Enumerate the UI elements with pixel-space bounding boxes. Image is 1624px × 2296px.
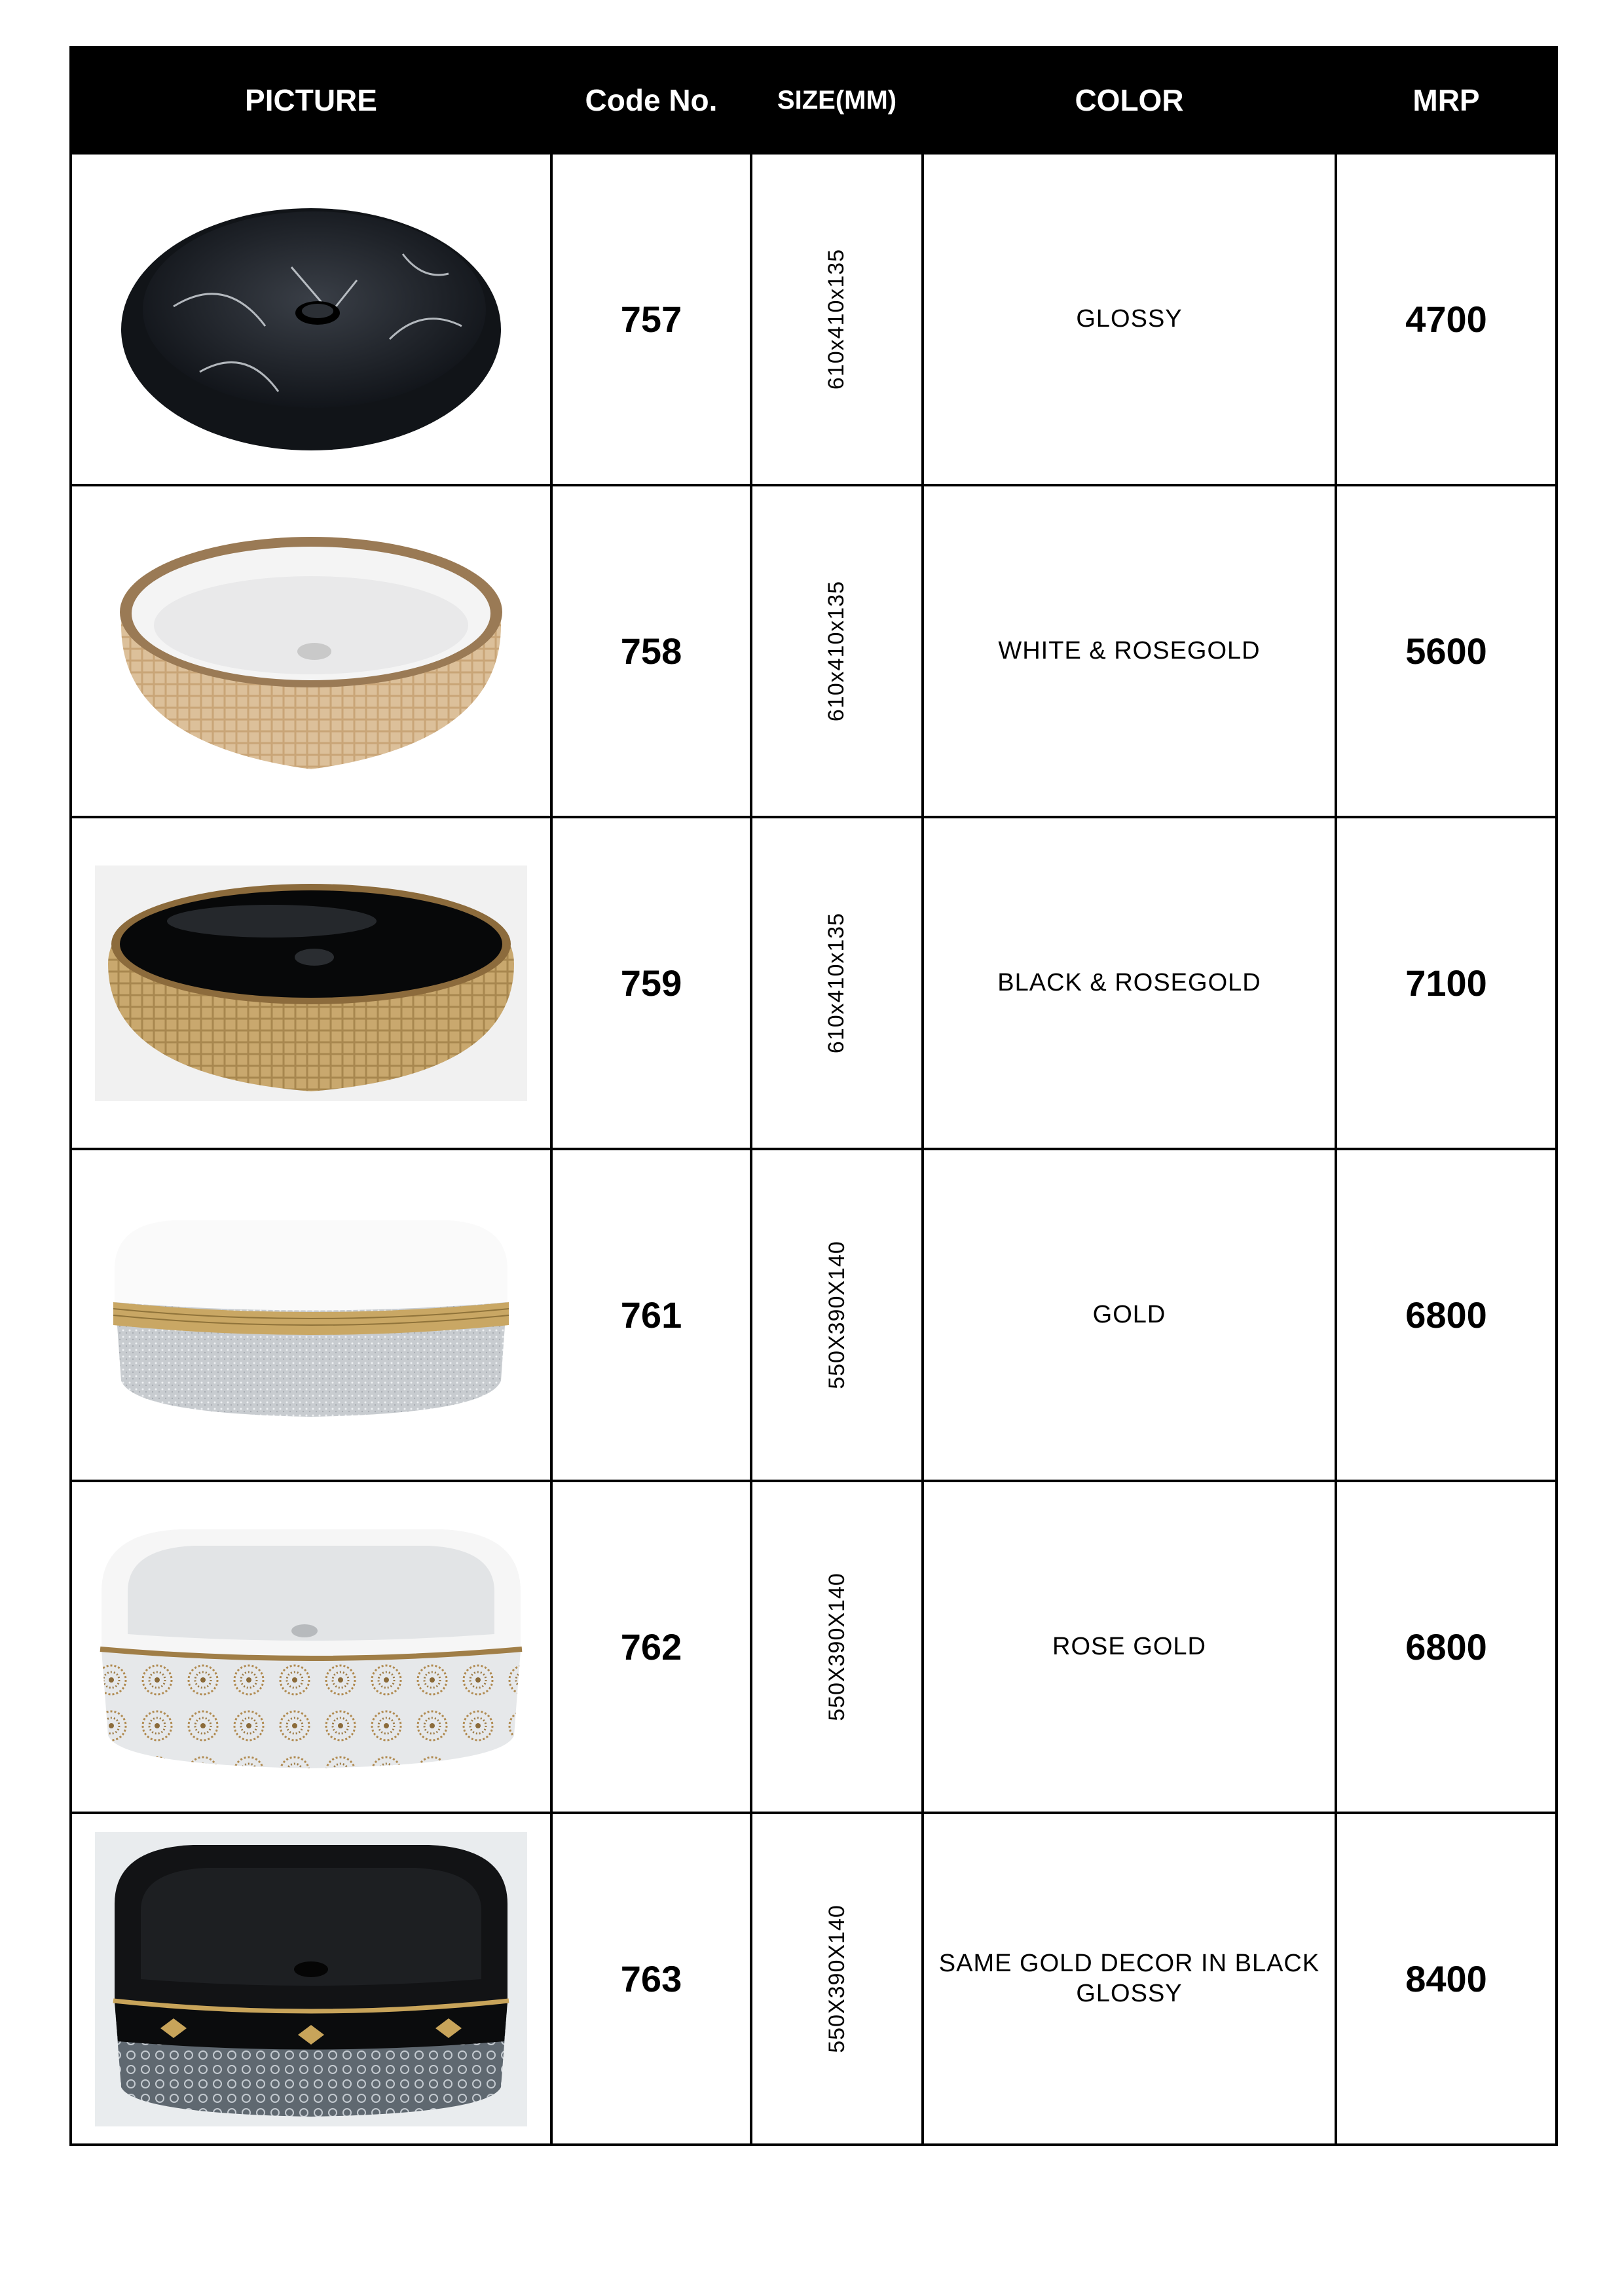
code-cell: 762 — [551, 1481, 751, 1813]
size-cell — [751, 817, 923, 1149]
size-cell — [751, 153, 923, 485]
table-row — [71, 1149, 1557, 1481]
code-cell: 757 — [551, 153, 751, 485]
size-cell — [751, 1813, 923, 2145]
white-gold-pattern-basin-image — [88, 1520, 534, 1775]
color-cell: BLACK & ROSEGOLD — [923, 817, 1336, 1149]
table-row — [71, 1813, 1557, 2145]
mrp-cell: 5600 — [1336, 485, 1557, 817]
code-cell: 763 — [551, 1813, 751, 2145]
mrp-cell: 8400 — [1336, 1813, 1557, 2145]
size-text: 550X390X140 — [824, 1573, 849, 1721]
header-size: SIZE(MM) — [751, 47, 923, 153]
size-text: 550X390X140 — [824, 1904, 849, 2053]
color-cell: WHITE & ROSEGOLD — [923, 485, 1336, 817]
code-cell: 758 — [551, 485, 751, 817]
mrp-cell: 6800 — [1336, 1481, 1557, 1813]
size-text: 610x410x135 — [824, 912, 849, 1054]
table-row — [71, 1481, 1557, 1813]
mrp-cell: 4700 — [1336, 153, 1557, 485]
table-row — [71, 817, 1557, 1149]
white-silver-gold-basin-image — [95, 1204, 527, 1427]
header-mrp: MRP — [1336, 47, 1557, 153]
color-cell: GOLD — [923, 1149, 1336, 1481]
size-text: 610x410x135 — [824, 580, 849, 722]
black-rosegold-basin-image — [95, 866, 527, 1101]
product-picture-cell — [71, 485, 551, 817]
table-row — [71, 153, 1557, 485]
product-price-table — [69, 46, 1558, 2146]
product-picture-cell — [71, 817, 551, 1149]
mrp-cell: 7100 — [1336, 817, 1557, 1149]
size-cell — [751, 1149, 923, 1481]
product-picture-cell — [71, 1481, 551, 1813]
product-picture-cell — [71, 1813, 551, 2145]
header-code: Code No. — [551, 47, 751, 153]
size-text: 610x410x135 — [824, 248, 849, 390]
header-color: COLOR — [923, 47, 1336, 153]
color-cell: ROSE GOLD — [923, 1481, 1336, 1813]
white-rosegold-basin-image — [95, 507, 527, 795]
table-row — [71, 485, 1557, 817]
color-cell: GLOSSY — [923, 153, 1336, 485]
product-picture-cell — [71, 153, 551, 485]
mrp-cell: 6800 — [1336, 1149, 1557, 1481]
size-cell — [751, 485, 923, 817]
size-text: 550X390X140 — [824, 1241, 849, 1389]
product-picture-cell — [71, 1149, 551, 1481]
code-cell: 761 — [551, 1149, 751, 1481]
black-gold-decor-basin-image — [95, 1832, 527, 2126]
size-cell — [751, 1481, 923, 1813]
code-cell: 759 — [551, 817, 751, 1149]
black-marble-basin-image — [95, 175, 527, 464]
header-picture: PICTURE — [71, 47, 551, 153]
table-header-row — [71, 47, 1557, 153]
color-cell: SAME GOLD DECOR IN BLACK GLOSSY — [923, 1813, 1336, 2145]
